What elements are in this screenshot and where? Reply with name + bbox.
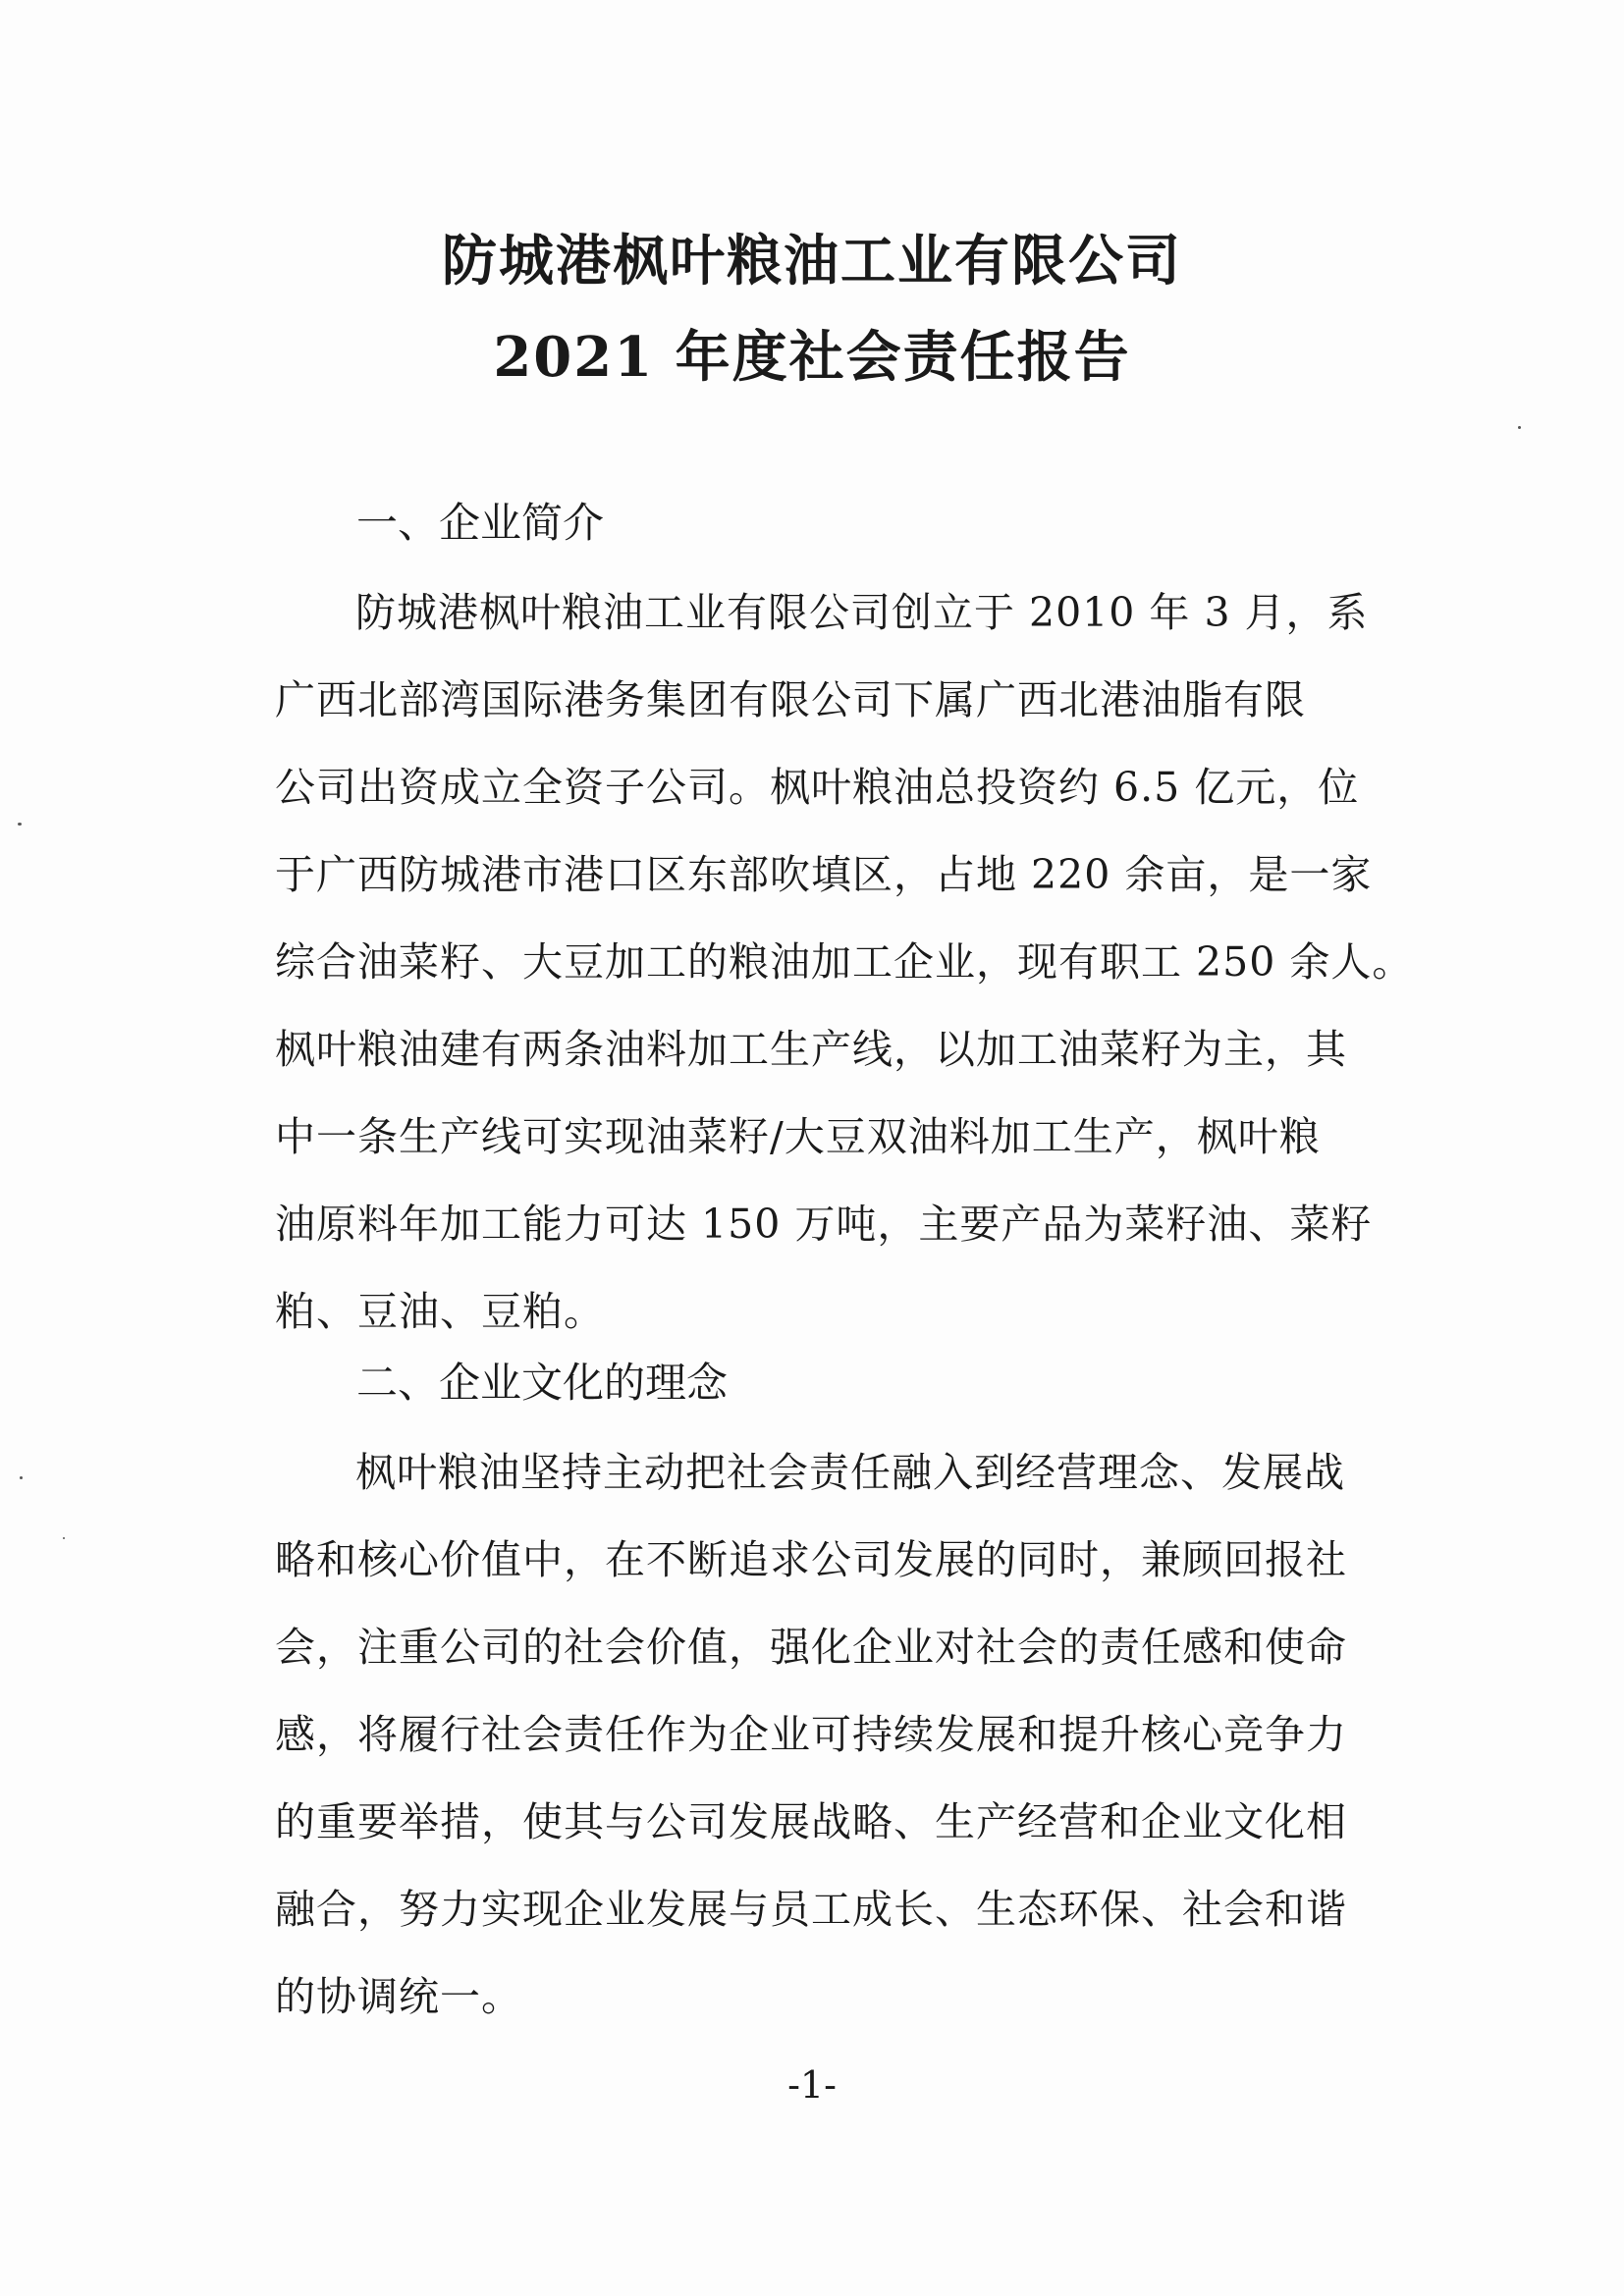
paragraph-line: 广西北部湾国际港务集团有限公司下属广西北港油脂有限 xyxy=(275,676,1306,723)
scan-speck xyxy=(63,1537,65,1539)
paragraph-line: 粕、豆油、豆粕。 xyxy=(275,1288,605,1335)
paragraph-line: 的协调统一。 xyxy=(275,1973,522,2020)
paragraph-line: 于广西防城港市港口区东部吹填区，占地 220 余亩，是一家 xyxy=(275,851,1373,898)
scan-speck xyxy=(18,823,22,826)
paragraph-line: 综合油菜籽、大豆加工的粮油加工企业，现有职工 250 余人。 xyxy=(275,938,1414,986)
report-title-year: 2021 年度社会责任报告 xyxy=(493,325,1131,390)
paragraph-line: 公司出资成立全资子公司。枫叶粮油总投资约 6.5 亿元，位 xyxy=(275,764,1360,811)
section-heading-company-profile: 一、企业简介 xyxy=(356,499,605,547)
scan-speck xyxy=(1518,426,1521,429)
paragraph-line: 的重要举措，使其与公司发展战略、生产经营和企业文化相 xyxy=(275,1798,1347,1845)
paragraph-line: 枫叶粮油坚持主动把社会责任融入到经营理念、发展战 xyxy=(355,1449,1345,1496)
paragraph-line: 感，将履行社会责任作为企业可持续发展和提升核心竞争力 xyxy=(275,1711,1347,1758)
page-number: -1- xyxy=(787,2063,837,2107)
paragraph-line: 枫叶粮油建有两条油料加工生产线，以加工油菜籽为主，其 xyxy=(275,1026,1347,1073)
section-heading-corporate-culture: 二、企业文化的理念 xyxy=(356,1359,729,1407)
paragraph-line: 油原料年加工能力可达 150 万吨，主要产品为菜籽油、菜籽 xyxy=(275,1201,1373,1248)
paragraph-line: 防城港枫叶粮油工业有限公司创立于 2010 年 3 月，系 xyxy=(355,589,1369,636)
report-title-company: 防城港枫叶粮油工业有限公司 xyxy=(442,229,1182,294)
scan-speck xyxy=(20,1476,23,1479)
paragraph-line: 融合，努力实现企业发展与员工成长、生态环保、社会和谐 xyxy=(275,1886,1347,1933)
paragraph-line: 略和核心价值中，在不断追求公司发展的同时，兼顾回报社 xyxy=(275,1536,1347,1583)
paragraph-line: 会，注重公司的社会价值，强化企业对社会的责任感和使命 xyxy=(275,1624,1347,1671)
paragraph-line: 中一条生产线可实现油菜籽/大豆双油料加工生产，枫叶粮 xyxy=(275,1113,1321,1160)
